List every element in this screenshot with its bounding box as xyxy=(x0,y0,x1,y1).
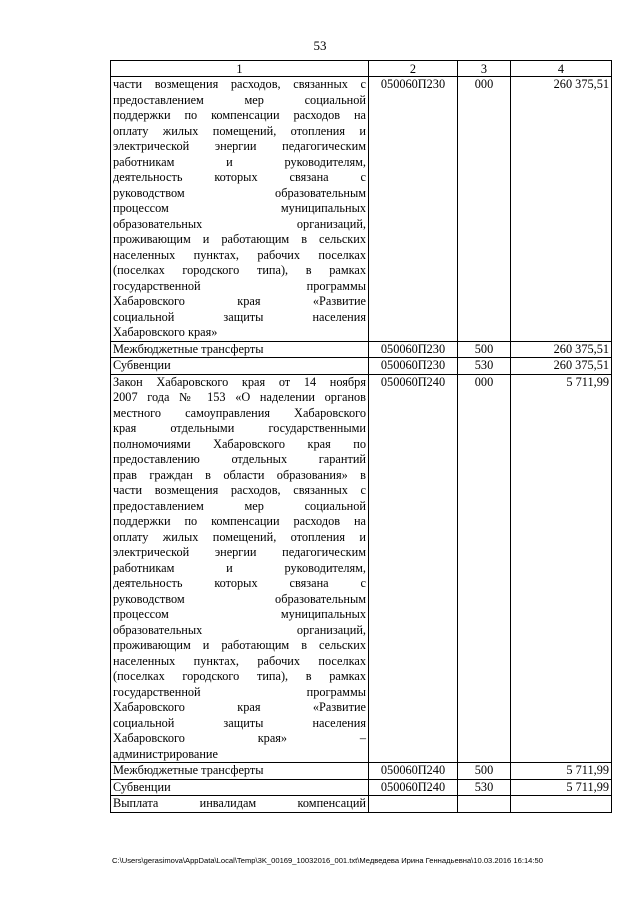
row-description xyxy=(111,374,369,763)
row-expense-type xyxy=(458,796,511,813)
row-expense-type: 500 xyxy=(458,763,511,780)
footer-file-path: C:\Users\gerasimova\AppData\Local\Temp\3K_00169_10032016_001.txt\Медведева Ирина Геннадьевна\10.03.2016 16:14:50 xyxy=(112,856,543,865)
budget-table xyxy=(110,60,612,813)
description-line: электрической энергии педагогическим xyxy=(113,545,366,559)
description-line: процессом муниципальных xyxy=(113,201,366,215)
description-line: электрической энергии педагогическим xyxy=(113,139,366,153)
description-line: Хабаровского края» xyxy=(113,325,218,339)
description-line: деятельность которых связана с xyxy=(113,170,366,184)
description-line: Закон Хабаровского края от 14 ноября xyxy=(113,374,366,389)
description-line: администрирование xyxy=(113,746,218,761)
description-line: социальной защиты населения xyxy=(113,309,366,324)
row-description xyxy=(111,796,369,813)
header-col-4: 4 xyxy=(511,61,612,77)
description-line: работникам и руководителям, xyxy=(113,154,366,169)
header-col-1: 1 xyxy=(111,61,369,77)
description-line: Хабаровского края «Развитие xyxy=(113,700,366,714)
description-line: образовательных организаций, xyxy=(113,216,366,231)
table-row xyxy=(111,358,612,375)
header-col-2: 2 xyxy=(369,61,458,77)
page-number: 53 xyxy=(313,38,327,53)
description-line: Межбюджетные трансферты xyxy=(113,341,264,356)
row-description xyxy=(111,77,369,342)
description-line: государственной программы xyxy=(113,278,366,293)
description-line: части возмещения расходов, связанных с xyxy=(113,483,366,497)
row-description xyxy=(111,763,369,780)
row-description xyxy=(111,779,369,796)
row-expense-type: 530 xyxy=(458,779,511,796)
description-line: (поселках городского типа), в рамках xyxy=(113,669,366,683)
description-line: Субвенции xyxy=(113,358,171,372)
description-line: поддержки по компенсации расходов на xyxy=(113,514,366,528)
description-line: части возмещения расходов, связанных с xyxy=(113,77,366,91)
description-line: социальной защиты населения xyxy=(113,715,366,730)
description-line: процессом муниципальных xyxy=(113,607,366,621)
row-target-code: 050060П240 xyxy=(369,779,458,796)
description-line: руководством образовательным xyxy=(113,185,366,200)
row-target-code xyxy=(369,796,458,813)
description-line: предоставлением мер социальной xyxy=(113,498,366,513)
table-header-row xyxy=(111,61,612,77)
table-row xyxy=(111,763,612,780)
row-expense-type: 000 xyxy=(458,374,511,763)
description-line: образовательных организаций, xyxy=(113,622,366,637)
header-col-3: 3 xyxy=(458,61,511,77)
description-line: прав граждан в области образования» в xyxy=(113,467,366,482)
row-expense-type: 530 xyxy=(458,358,511,375)
description-line: полномочиями Хабаровского края по xyxy=(113,436,366,451)
description-line: деятельность которых связана с xyxy=(113,576,366,590)
table-row xyxy=(111,374,612,763)
description-line: 2007 года № 153 «О наделении органов xyxy=(113,390,366,404)
description-line: работникам и руководителям, xyxy=(113,560,366,575)
row-target-code: 050060П240 xyxy=(369,374,458,763)
row-target-code: 050060П230 xyxy=(369,77,458,342)
description-line: местного самоуправления Хабаровского xyxy=(113,405,366,420)
description-line: предоставлению отдельных гарантий xyxy=(113,452,366,466)
description-line: оплату жилых помещений, отопления и xyxy=(113,123,366,138)
row-amount: 5 711,99 xyxy=(511,763,612,780)
description-line: Межбюджетные трансферты xyxy=(113,763,264,777)
description-line: Хабаровского края» – xyxy=(113,731,366,745)
row-amount xyxy=(511,796,612,813)
row-target-code: 050060П240 xyxy=(369,763,458,780)
table-row xyxy=(111,779,612,796)
description-line: оплату жилых помещений, отопления и xyxy=(113,529,366,544)
row-description xyxy=(111,341,369,358)
description-line: (поселках городского типа), в рамках xyxy=(113,263,366,277)
description-line: проживающим и работающим в сельских xyxy=(113,232,366,246)
description-line: Выплата инвалидам компенсаций xyxy=(113,796,366,810)
row-amount: 260 375,51 xyxy=(511,358,612,375)
row-target-code: 050060П230 xyxy=(369,358,458,375)
row-amount: 5 711,99 xyxy=(511,374,612,763)
table-row xyxy=(111,341,612,358)
row-target-code: 050060П230 xyxy=(369,341,458,358)
description-line: Субвенции xyxy=(113,779,171,794)
description-line: Хабаровского края «Развитие xyxy=(113,294,366,308)
row-expense-type: 000 xyxy=(458,77,511,342)
description-line: руководством образовательным xyxy=(113,591,366,606)
row-description xyxy=(111,358,369,375)
row-expense-type: 500 xyxy=(458,341,511,358)
description-line: предоставлением мер социальной xyxy=(113,92,366,107)
table-row xyxy=(111,796,612,813)
row-amount: 260 375,51 xyxy=(511,77,612,342)
table-body xyxy=(111,77,612,813)
table-row xyxy=(111,77,612,342)
description-line: края отдельными государственными xyxy=(113,421,366,435)
description-line: населенных пунктах, рабочих поселках xyxy=(113,247,366,262)
description-line: населенных пунктах, рабочих поселках xyxy=(113,653,366,668)
description-line: государственной программы xyxy=(113,684,366,699)
row-amount: 260 375,51 xyxy=(511,341,612,358)
description-line: проживающим и работающим в сельских xyxy=(113,638,366,652)
row-amount: 5 711,99 xyxy=(511,779,612,796)
description-line: поддержки по компенсации расходов на xyxy=(113,108,366,122)
